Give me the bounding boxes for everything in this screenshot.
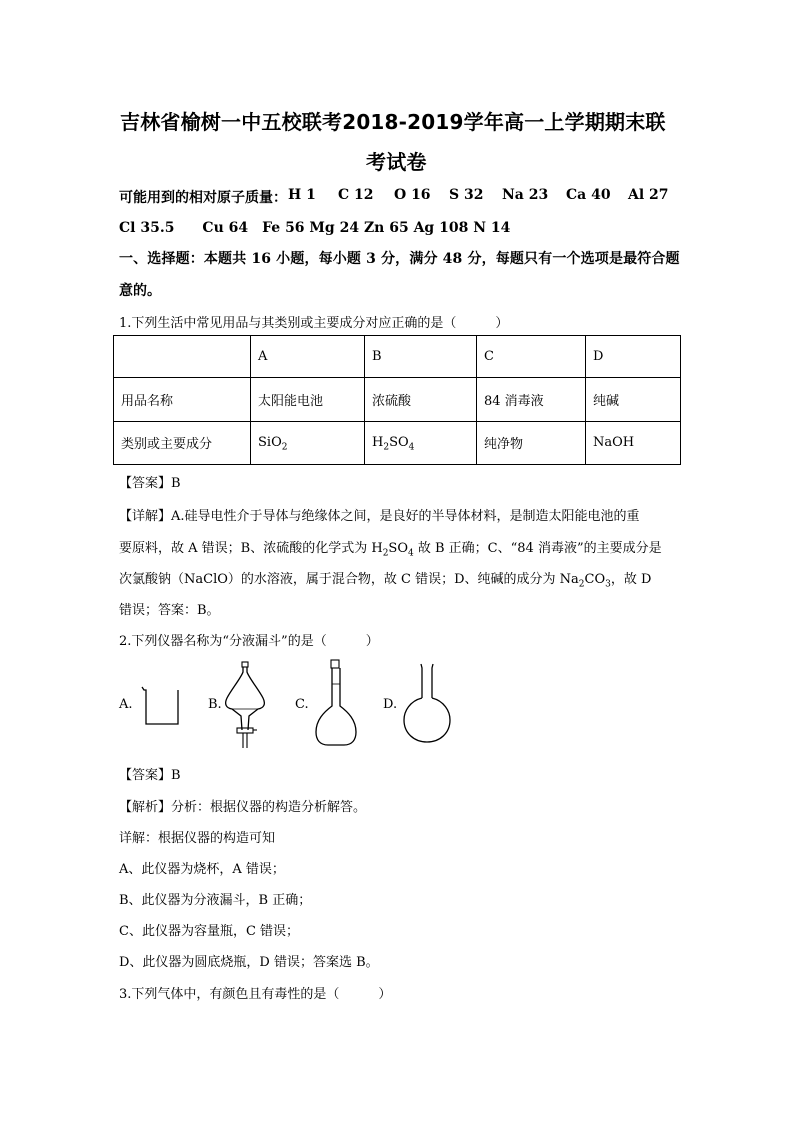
atomic-mass-o: O 16: [394, 187, 431, 203]
question-2-line: 详解：根据仪器的构造可知: [119, 831, 276, 846]
option-c-label: C.: [295, 697, 309, 712]
formula-text: SiO: [258, 435, 282, 451]
atomic-mass-s: S 32: [449, 187, 484, 203]
page-title: 吉林省榆树一中五校联考2018-2019学年高一上学期期末联: [120, 110, 666, 134]
table-cell: [251, 421, 365, 464]
option-b-label: B.: [208, 697, 222, 712]
formula-subscript: 4: [408, 442, 415, 453]
table-cell: 纯碱: [586, 378, 681, 421]
table-cell: 类别或主要成分: [114, 421, 251, 464]
formula-subscript: 2: [578, 579, 585, 590]
question-3-stem: 3.下列气体中，有颜色且有毒性的是（ ）: [119, 987, 392, 1002]
table-cell: 用品名称: [114, 378, 251, 421]
question-2-stem: 2.下列仪器名称为“分液漏斗”的是（ ）: [119, 634, 379, 649]
question-1-detail-line2: [119, 537, 662, 559]
detail-tag: 【详解】: [119, 509, 172, 524]
question-2-line: D、此仪器为圆底烧瓶，D 错误；答案选 B。: [119, 955, 379, 970]
question-2-line: A、此仪器为烧杯，A 错误；: [119, 862, 285, 877]
formula-subscript: 2: [382, 548, 389, 559]
table-cell: 84 消毒液: [477, 378, 586, 421]
table-cell: 纯净物: [477, 421, 586, 464]
question-2-analysis: 【解析】分析：根据仪器的构造分析解答。: [119, 800, 367, 815]
page-title-cont: 考试卷: [366, 150, 427, 174]
section-heading-cont: 意的。: [119, 283, 161, 299]
table-cell: [365, 421, 477, 464]
detail-text: 次氯酸钠（NaClO）的水溶液，属于混合物，故 C 错误；D、纯碱的成分为 Na: [119, 572, 579, 587]
question-1-stem: 1.下列生活中常见用品与其类别或主要成分对应正确的是（ ）: [119, 316, 509, 331]
atomic-mass-h: H 1: [288, 187, 316, 203]
atomic-mass-ca: Ca 40: [566, 187, 611, 203]
atomic-mass-line2: Cl 35.5 Cu 64 Fe 56 Mg 24 Zn 65 Ag 108 N 14: [119, 220, 511, 236]
question-1-answer: 【答案】B: [119, 476, 181, 491]
table-row: [114, 421, 681, 464]
table-cell: 浓硫酸: [365, 378, 477, 421]
separatory-funnel-icon: [222, 660, 274, 752]
question-2-line: B、此仪器为分液漏斗，B 正确；: [119, 893, 312, 908]
formula-text: H: [372, 435, 384, 451]
section-heading: 一、选择题：本题共 16 小题，每小题 3 分，满分 48 分，每题只有一个选项是最符合题: [119, 251, 680, 267]
atomic-mass-label: 可能用到的相对原子质量：: [119, 190, 287, 206]
detail-text: ，故 D: [610, 572, 652, 587]
detail-text: SO: [388, 541, 408, 556]
table-cell: NaOH: [586, 421, 681, 464]
table-cell: B: [365, 336, 477, 378]
option-a-label: A.: [119, 697, 133, 712]
atomic-mass-na: Na 23: [502, 187, 549, 203]
atomic-mass-al: Al 27: [628, 187, 669, 203]
table-cell: 太阳能电池: [251, 378, 365, 421]
question-1-table: [113, 335, 681, 465]
detail-text: CO: [584, 572, 606, 587]
volumetric-flask-icon: [312, 658, 360, 750]
formula-subscript: 2: [383, 442, 390, 453]
formula-subscript: 4: [408, 548, 414, 559]
beaker-icon: [136, 683, 184, 729]
option-d-label: D.: [383, 697, 398, 712]
table-header-row: [114, 336, 681, 378]
table-row: [114, 378, 681, 421]
question-1-detail-line1: [119, 505, 640, 524]
formula-subscript: 3: [605, 579, 611, 590]
round-bottom-flask-icon: [400, 660, 454, 748]
detail-text: 故 B 正确；C、“84 消毒液”的主要成分是: [413, 541, 662, 556]
table-cell: A: [251, 336, 365, 378]
question-1-detail-line3: [119, 568, 652, 590]
detail-text: 要原料，故 A 错误；B、浓硫酸的化学式为 H: [119, 541, 383, 556]
formula-text: SO: [389, 435, 409, 451]
table-cell: [114, 336, 251, 378]
formula-subscript: 2: [281, 442, 288, 453]
question-1-detail-line4: 错误；答案：B。: [119, 603, 220, 618]
question-2-line: C、此仪器为容量瓶，C 错误；: [119, 924, 300, 939]
detail-text: A.硅导电性介于导体与绝缘体之间，是良好的半导体材料，是制造太阳能电池的重: [171, 509, 640, 524]
atomic-mass-c: C 12: [338, 187, 374, 203]
table-cell: C: [477, 336, 586, 378]
table-cell: D: [586, 336, 681, 378]
question-2-answer: 【答案】B: [119, 768, 181, 783]
